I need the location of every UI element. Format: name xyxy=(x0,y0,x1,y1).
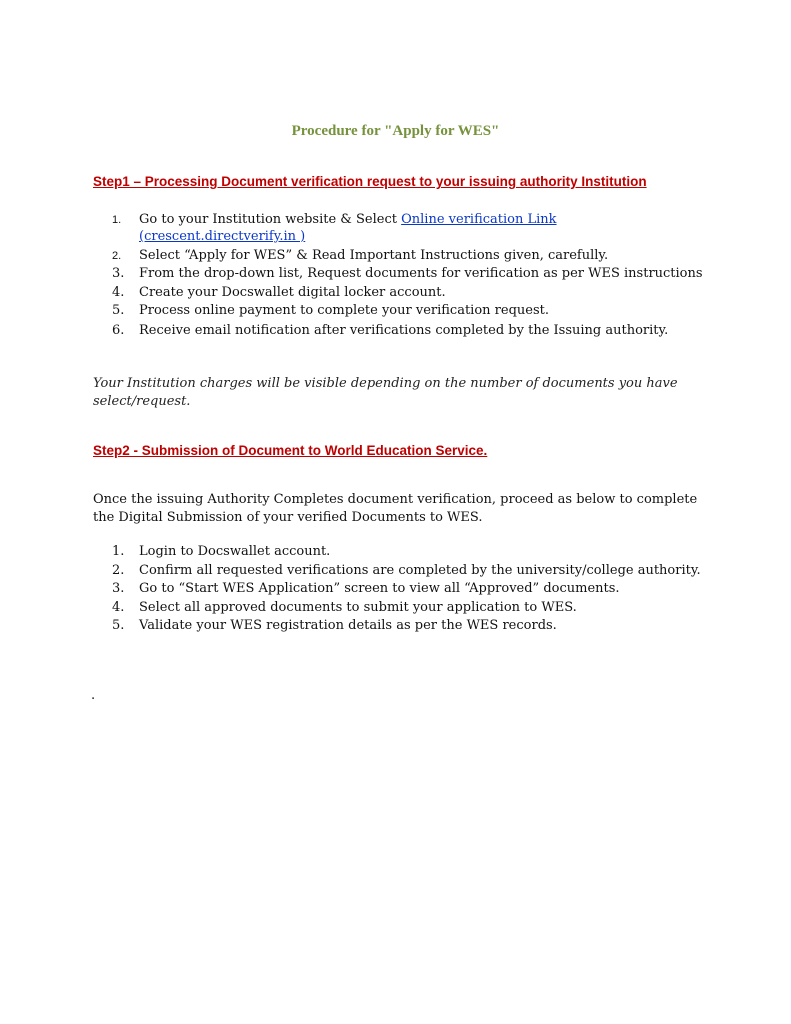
list-item xyxy=(112,562,712,579)
list-item-text: Go to “Start WES Application” screen to view all “Approved” documents. xyxy=(139,581,620,596)
page-title: Procedure for "Apply for WES" xyxy=(291,123,500,139)
step1-list xyxy=(112,211,712,341)
list-item-text: Select all approved documents to submit your application to WES. xyxy=(139,599,577,615)
list-item xyxy=(112,284,712,301)
list-item xyxy=(112,211,712,245)
list-number: 5. xyxy=(112,618,125,633)
list-number: 3. xyxy=(112,266,125,281)
list-item-text: Login to Docswallet account. xyxy=(139,544,331,559)
list-item-text: Confirm all requested verifications are completed by the university/college authority. xyxy=(139,562,701,578)
list-item-text: Select “Apply for WES” & Read Important Instructions given, carefully. xyxy=(139,247,609,263)
list-item xyxy=(112,302,712,319)
list-item xyxy=(112,247,712,264)
step2-intro: Once the issuing Authority Completes document verification, proceed as below to complete the Digital Submission of your verified Documents to WES. xyxy=(93,492,698,525)
list-item-text: Process online payment to complete your verification request. xyxy=(139,303,549,318)
list-number: 1. xyxy=(112,214,122,226)
list-item-text: Go to your Institution website & Select xyxy=(139,212,402,227)
list-item xyxy=(112,617,712,634)
list-number: 4. xyxy=(112,599,125,615)
list-item xyxy=(112,543,712,560)
list-item-text: Receive email notification after verifications completed by the Issuing authority. xyxy=(139,323,669,338)
list-number: 5. xyxy=(112,303,125,318)
list-item xyxy=(112,265,712,282)
list-item-text: Create your Docswallet digital locker account. xyxy=(139,284,446,300)
trailing-period: . xyxy=(91,688,96,703)
list-number: 2. xyxy=(112,249,122,262)
list-number: 6. xyxy=(112,323,125,338)
list-item xyxy=(112,322,712,339)
list-item xyxy=(112,599,712,616)
list-item xyxy=(112,580,712,597)
list-item-text: Validate your WES registration details as per the WES records. xyxy=(139,618,557,633)
list-number: 4. xyxy=(112,284,125,300)
list-item-text: From the drop-down list, Request documents for verification as per WES instructions xyxy=(139,266,703,281)
institution-charges-note: Your Institution charges will be visible depending on the number of documents you have select/request. xyxy=(93,376,678,409)
list-number: 2. xyxy=(112,562,125,578)
step2-list xyxy=(112,543,712,636)
step1-heading: Step1 – Processing Document verification request to your issuing authority Institution xyxy=(93,174,647,189)
list-number: 1. xyxy=(112,544,125,559)
step2-heading: Step2 - Submission of Document to World Education Service. xyxy=(93,443,488,458)
list-number: 3. xyxy=(112,581,125,596)
directverify-link[interactable]: (crescent.directverify.in ) xyxy=(139,229,306,244)
online-verification-link[interactable]: Online verification Link xyxy=(401,212,557,227)
